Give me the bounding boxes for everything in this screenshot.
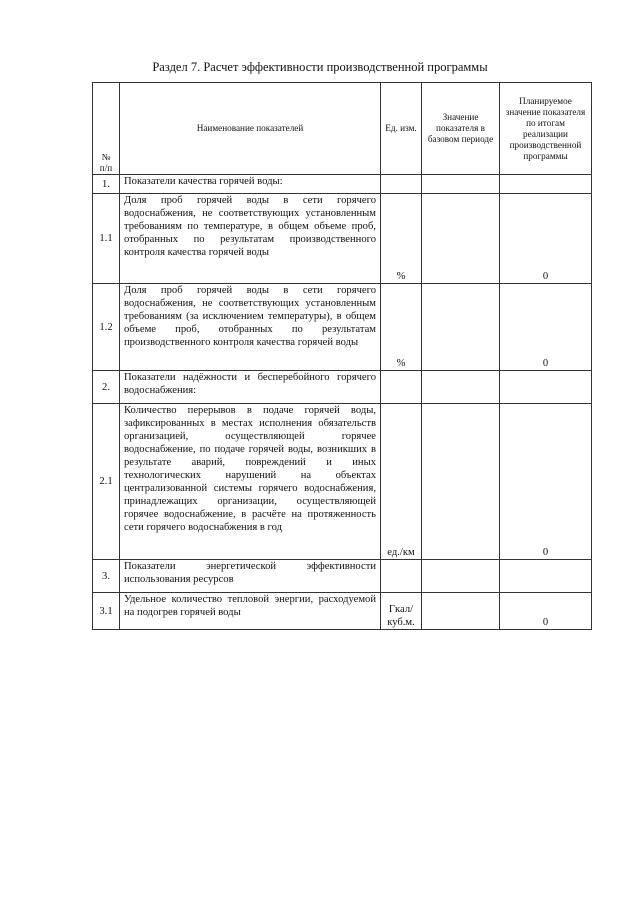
row-name: Количество перерывов в подаче горячей воды, зафиксированных в местах исполнения обязательств организацией, осуществляющей горячее водоснабжение, по подаче горячей воды, возникших в результате аварий, повреждений и иных технологических нарушений на объектах централизованной системы горячего водоснабжения, принадлежащих организации, осуществляющей горячее водоснабжение, в расчёте на протяженность сети горячего водоснабжения в год <box>120 404 381 560</box>
table-row <box>93 593 592 630</box>
row-unit: Гкал/ куб.м. <box>381 593 422 630</box>
row-num: 1.2 <box>93 284 120 371</box>
row-name: Показатели энергетической эффективности использования ресурсов <box>120 560 381 593</box>
row-name: Показатели надёжности и бесперебойного горячего водоснабжения: <box>120 371 381 404</box>
row-name: Доля проб горячей воды в сети горячего водоснабжения, не соответствующих установленным требованиям по температуре, в общем объеме проб, отобранных по результатам производственного контроля качества горячей воды <box>120 194 381 284</box>
row-plan: 0 <box>500 284 592 371</box>
row-base <box>422 371 500 404</box>
row-base <box>422 560 500 593</box>
row-base <box>422 284 500 371</box>
row-unit: % <box>381 284 422 371</box>
row-unit <box>381 175 422 194</box>
table-row <box>93 194 592 284</box>
row-plan <box>500 371 592 404</box>
row-num: 3. <box>93 560 120 593</box>
table-row <box>93 284 592 371</box>
row-unit <box>381 560 422 593</box>
table-row <box>93 404 592 560</box>
header-num: № п/п <box>93 83 120 175</box>
row-plan: 0 <box>500 194 592 284</box>
row-num: 2.1 <box>93 404 120 560</box>
row-plan: 0 <box>500 404 592 560</box>
page-title: Раздел 7. Расчет эффективности производственной программы <box>152 60 488 74</box>
row-plan: 0 <box>500 593 592 630</box>
row-num: 1.1 <box>93 194 120 284</box>
row-name: Показатели качества горячей воды: <box>120 175 381 194</box>
row-base <box>422 175 500 194</box>
table-row <box>93 560 592 593</box>
row-num: 1. <box>93 175 120 194</box>
row-unit: % <box>381 194 422 284</box>
header-name: Наименование показателей <box>120 83 381 175</box>
row-base <box>422 404 500 560</box>
row-plan <box>500 175 592 194</box>
table-row <box>93 175 592 194</box>
row-unit <box>381 371 422 404</box>
row-unit: ед./км <box>381 404 422 560</box>
row-name: Удельное количество тепловой энергии, расходуемой на подогрев горячей воды <box>120 593 381 630</box>
row-num: 3.1 <box>93 593 120 630</box>
row-plan <box>500 560 592 593</box>
header-plan: Планируемое значение показателя по итогам реализации производственной программы <box>500 83 592 175</box>
row-base <box>422 194 500 284</box>
header-unit: Ед. изм. <box>381 83 422 175</box>
table-row <box>93 371 592 404</box>
row-name: Доля проб горячей воды в сети горячего водоснабжения, не соответствующих установленным требованиям (за исключением температуры), в общем объеме проб, отобранных по результатам производственного контроля качества горячей воды <box>120 284 381 371</box>
header-base: Значение показателя в базовом периоде <box>422 83 500 175</box>
table-header-row <box>93 83 592 175</box>
efficiency-table <box>92 82 592 630</box>
row-num: 2. <box>93 371 120 404</box>
row-base <box>422 593 500 630</box>
